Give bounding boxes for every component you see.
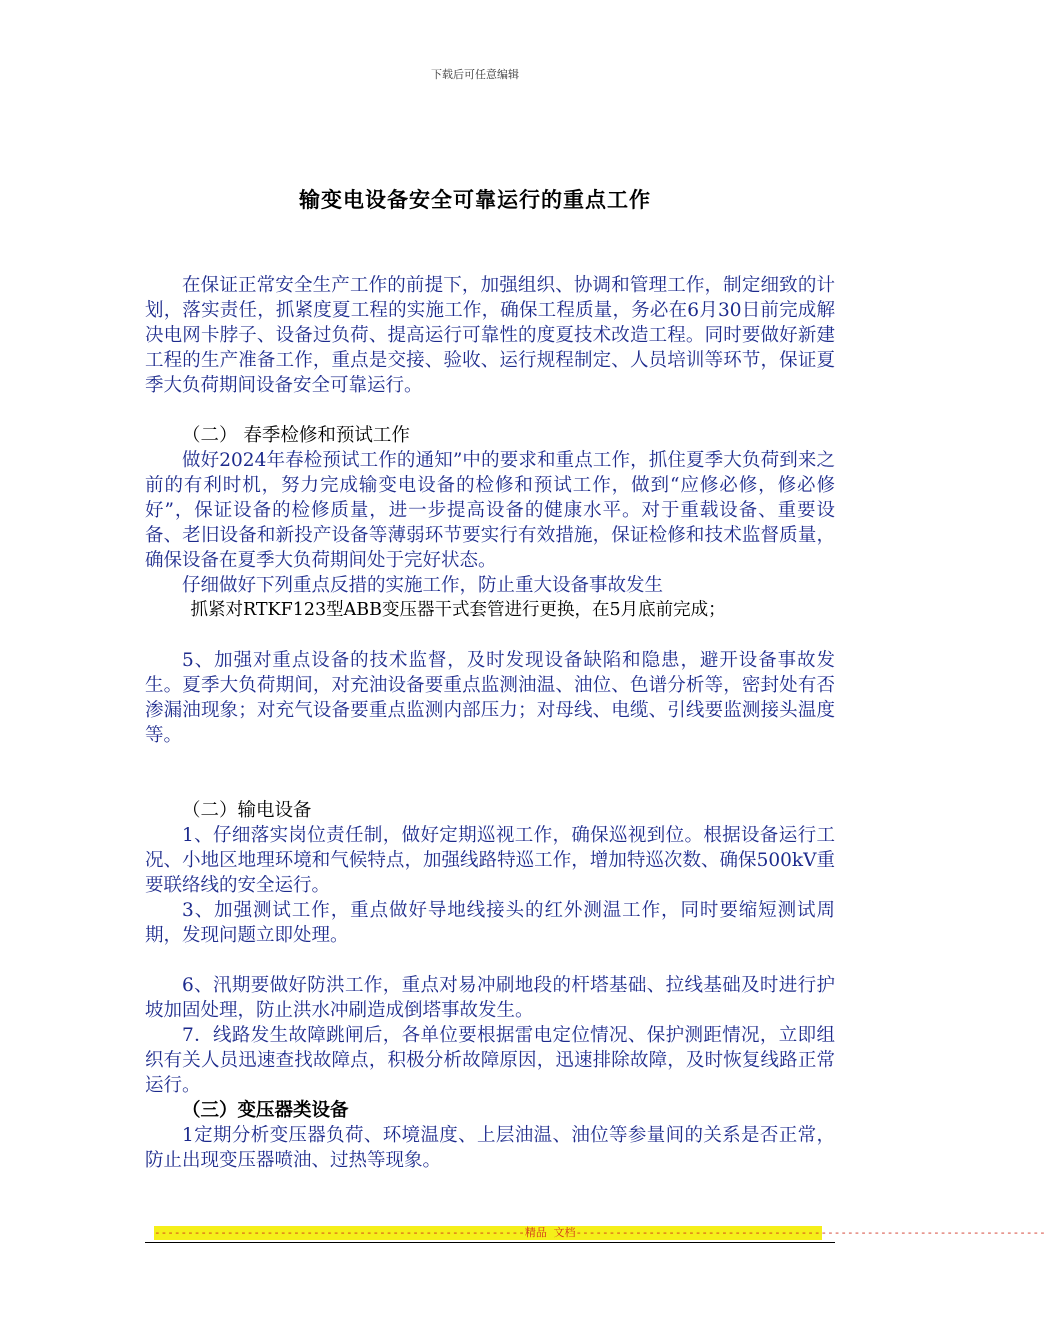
paragraph-spring-inspection: 做好2024年春检预试工作的通知”中的要求和重点工作，抓住夏季大负荷到来之前的有利时机，努力完成输变电设备的检修和预试工作，做到“应修必修，修必修好”，保证设备的检修质量，进一步提高设备的健康水平。对于重载设备、重要设备、老旧设备和新投产设备等薄弱环节要实行有效措施，保证检修和技术监督质量，确保设备在夏季大负荷期间处于完好状态。 [145, 450, 835, 571]
document-body [145, 273, 835, 1173]
heading-transformer-equipment: （三）变压器类设备 [182, 1100, 349, 1121]
paragraph-intro: 在保证正常安全生产工作的前提下，加强组织、协调和管理工作，制定细致的计划，落实责任，抓紧度夏工程的实施工作，确保工程质量，务必在6月30日前完成解决电网卡脖子、设备过负荷、提高运行可靠性的度夏技术改造工程。同时要做好新建工程的生产准备工作，重点是交接、验收、运行规程制定、人员培训等环节，保证夏季大负荷期间设备安全可靠运行。 [145, 275, 835, 396]
paragraph-flood-prevention: 6、汛期要做好防洪工作，重点对易冲刷地段的杆塔基础、拉线基础及时进行护坡加固处理，防止洪水冲刷造成倒塔事故发生。 [145, 975, 835, 1021]
spacer [145, 398, 835, 423]
heading-transmission-equipment: （二）输电设备 [182, 800, 312, 821]
paragraph-transformer-analysis: 1定期分析变压器负荷、环境温度、上层油温、油位等参量间的关系是否正常，防止出现变压器喷油、过热等现象。 [145, 1125, 835, 1171]
footer-banner: --------------------------------------------------------精品 文档----------------------------------------------------------------------- [154, 1226, 1046, 1239]
paragraph-patrol-duty: 1、仔细落实岗位责任制，做好定期巡视工作，确保巡视到位。根据设备运行工况、小地区地理环境和气候特点，加强线路特巡工作，增加特巡次数、确保500kV重要联络线的安全运行。 [145, 825, 835, 896]
paragraph-testing: 3、加强测试工作，重点做好导地线接头的红外测温工作，同时要缩短测试周期，发现问题立即处理。 [145, 900, 835, 946]
document-title: 输变电设备安全可靠运行的重点工作 [299, 187, 651, 212]
footer-rule [145, 1242, 835, 1243]
paragraph-fault-handling: 7．线路发生故障跳闸后，各单位要根据雷电定位情况、保护测距情况，立即组织有关人员迅速查找故障点，积极分析故障原因，迅速排除故障，及时恢复线路正常运行。 [145, 1025, 835, 1096]
paragraph-technical-supervision: 5、加强对重点设备的技术监督，及时发现设备缺陷和隐患，避开设备事故发生。夏季大负荷期间，对充油设备要重点监测油温、油位、色谱分析等，密封处有否渗漏油现象；对充气设备要重点监测内部压力；对母线、电缆、引线要监测接头温度等。 [145, 650, 835, 746]
header-note: 下载后可任意编辑 [431, 68, 519, 81]
paragraph-bushing-replacement: 抓紧对RTKF123型ABB变压器干式套管进行更换，在5月底前完成； [190, 600, 726, 620]
spacer [145, 948, 835, 973]
spacer [145, 623, 835, 648]
spacer [145, 748, 835, 798]
heading-spring-maintenance: （二） 春季检修和预试工作 [182, 425, 410, 446]
paragraph-key-measures: 仔细做好下列重点反措的实施工作，防止重大设备事故发生 [182, 575, 664, 596]
